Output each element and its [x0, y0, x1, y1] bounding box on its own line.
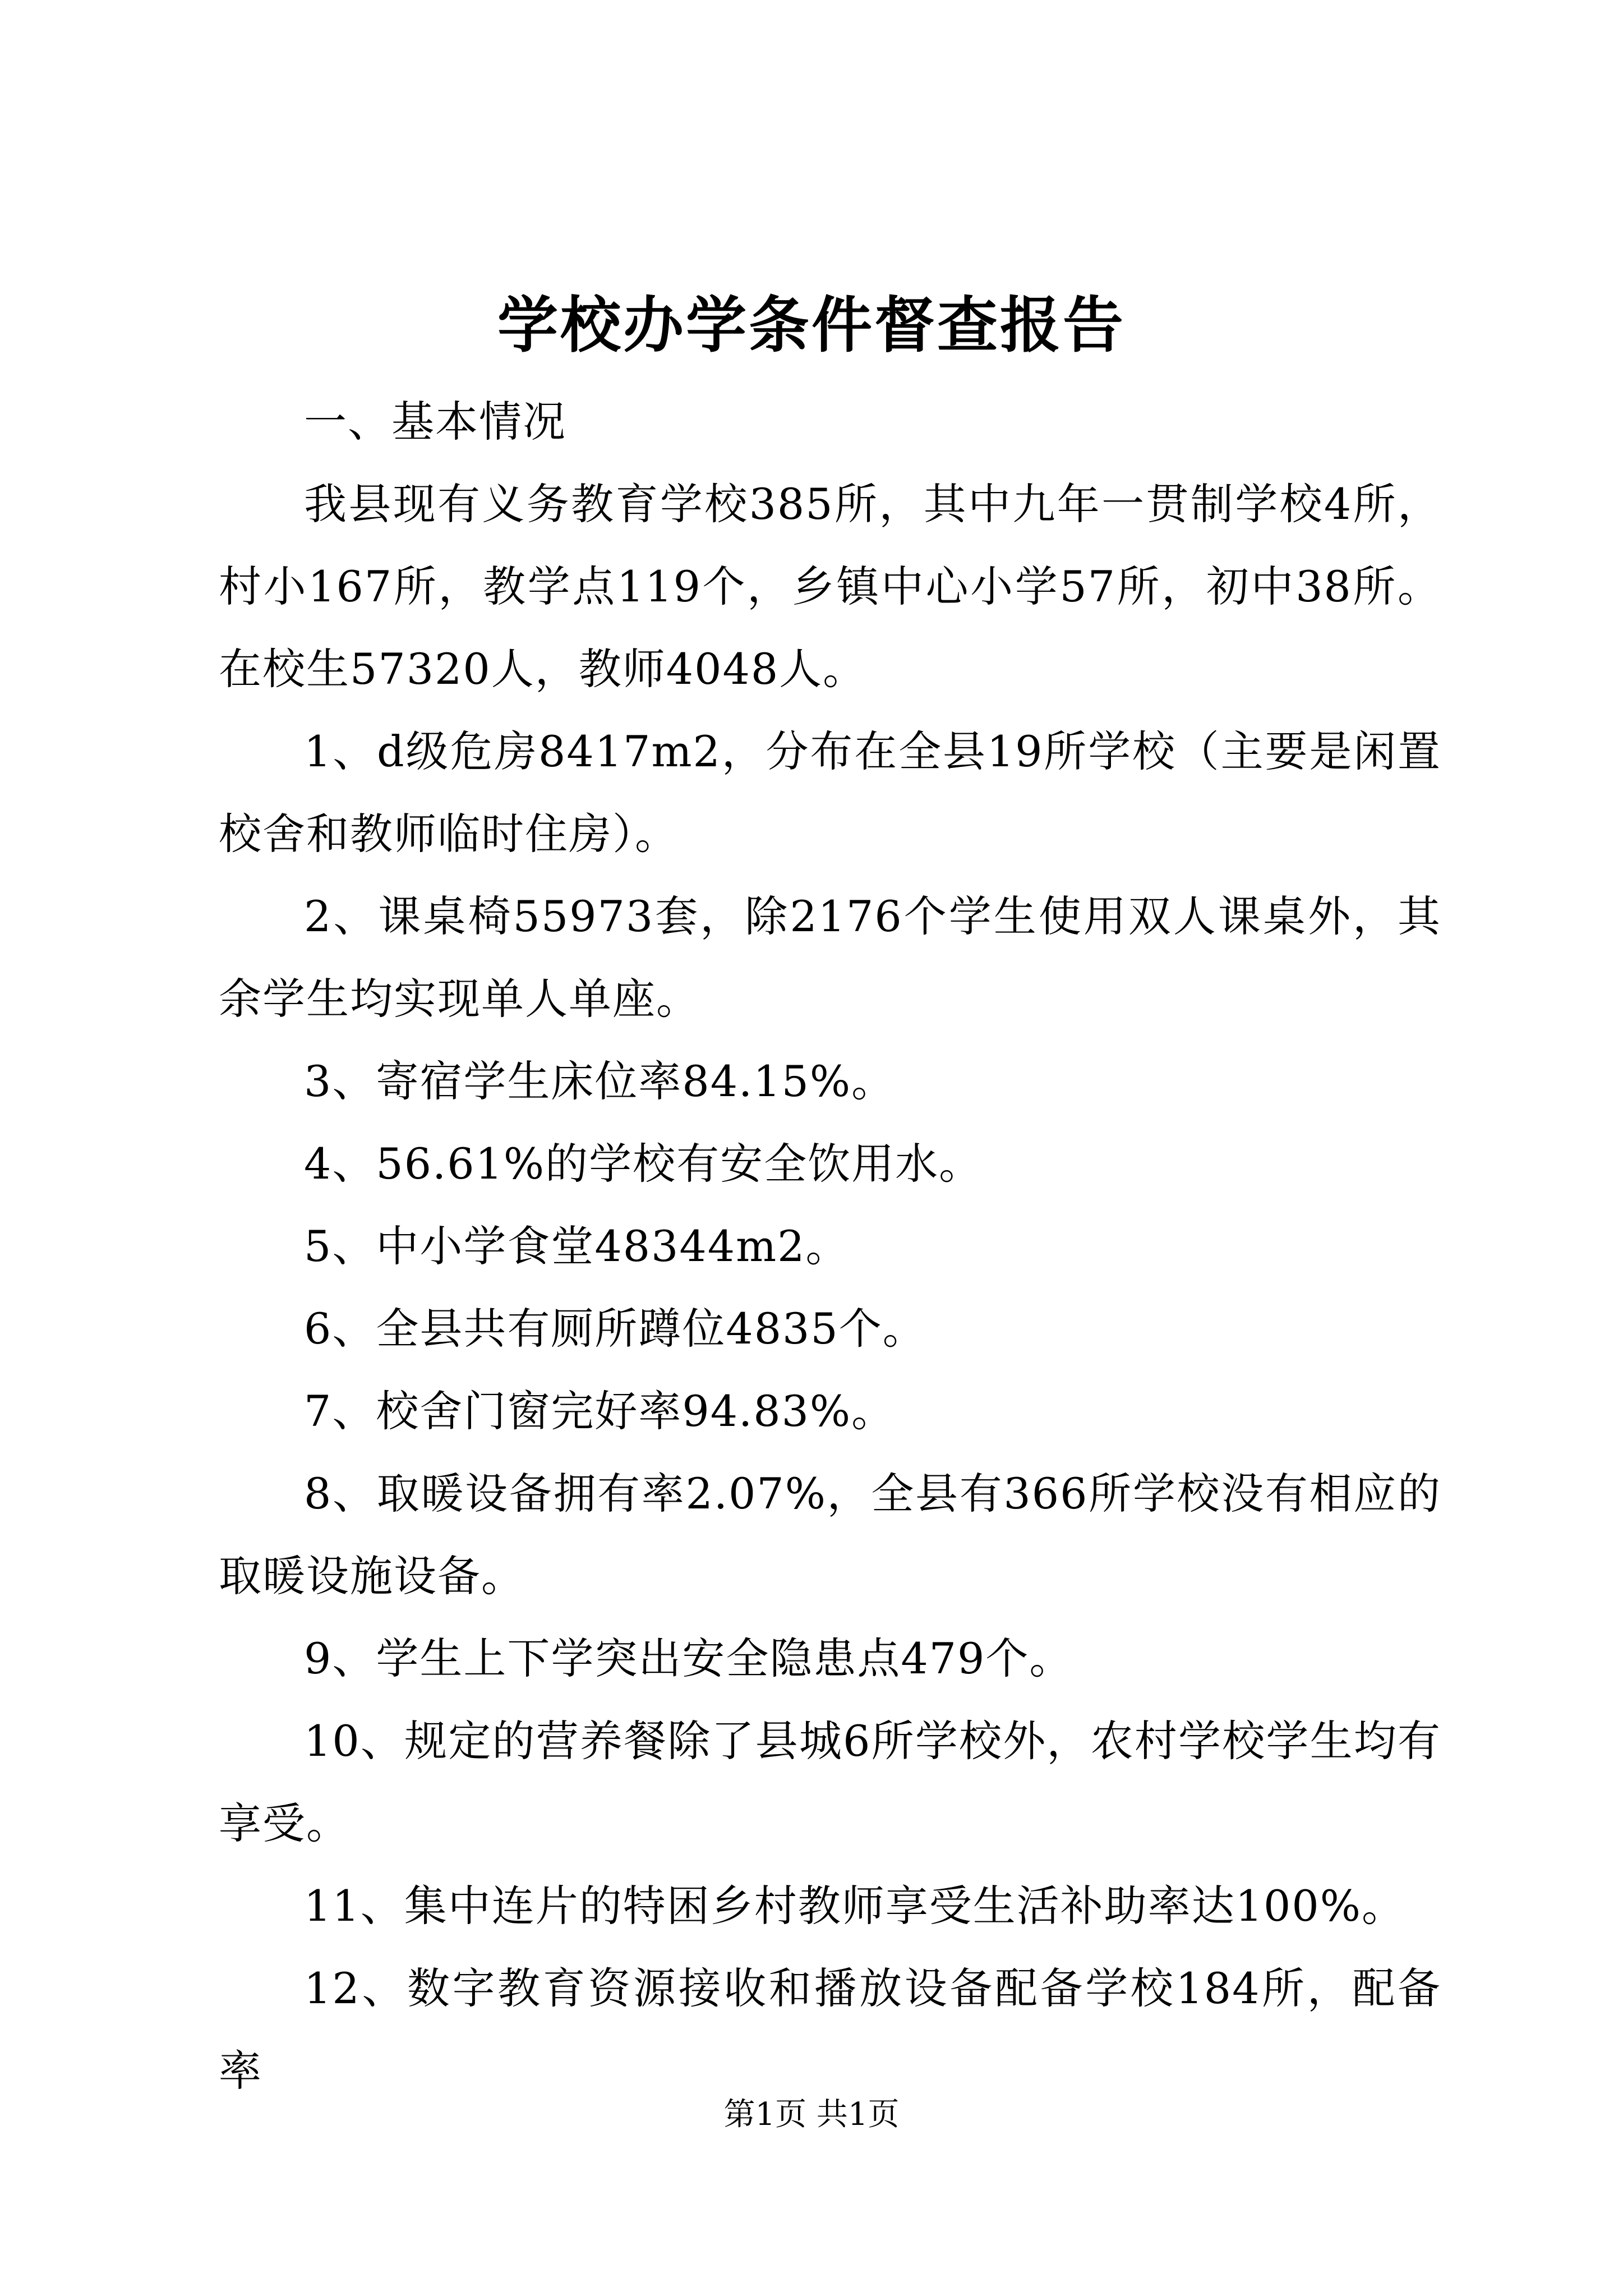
list-item: 9、学生上下学突出安全隐患点479个。: [304, 1634, 1073, 1683]
list-item: 6、全县共有厕所蹲位4835个。: [304, 1304, 926, 1354]
page-footer: 第1页 共1页: [723, 2096, 900, 2133]
list-item: 11、集中连片的特困乡村教师享受生活补助率达100%。: [304, 1881, 1405, 1931]
list-item: 5、中小学食堂48344m2。: [304, 1221, 850, 1271]
list-item: 7、校舍门窗完好率94.83%。: [304, 1386, 896, 1436]
list-item: 4、56.61%的学校有安全饮用水。: [304, 1139, 983, 1189]
list-item: 1、d级危房8417m2，分布在全县19所学校（主要是闲置校舍和教师临时住房）。: [219, 726, 1441, 859]
document-title: 学校办学条件督查报告: [497, 290, 1126, 361]
paragraph: 我县现有义务教育学校385所，其中九年一贯制学校4所，村小167所，教学点119个，乡镇中心小学57所，初中38所。在校生57320人，教师4048人。: [219, 479, 1441, 694]
list-item: 10、规定的营养餐除了县城6所学校外，农村学校学生均有享受。: [219, 1716, 1441, 1848]
document-body: [219, 380, 1441, 2112]
list-item: 2、课桌椅55973套，除2176个学生使用双人课桌外，其余学生均实现单人单座。: [219, 891, 1441, 1024]
section-heading: 一、基本情况: [304, 397, 566, 447]
list-item: 8、取暖设备拥有率2.07%，全县有366所学校没有相应的取暖设施设备。: [219, 1469, 1441, 1601]
list-item: 3、寄宿学生床位率84.15%。: [304, 1056, 896, 1106]
list-item: 12、数字教育资源接收和播放设备配备学校184所，配备率: [219, 1963, 1441, 2096]
